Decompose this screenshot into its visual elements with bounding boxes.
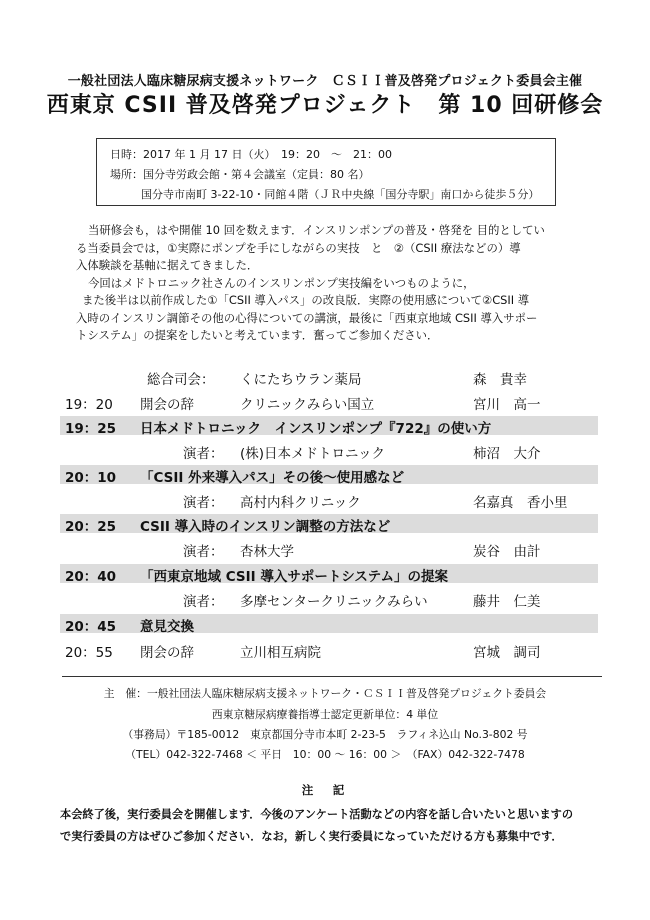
footer-host: 主 催：一般社団法人臨床糖尿病支援ネットワーク・ＣＳＩＩ普及啓発プロジェクト委員会 xyxy=(103,687,547,700)
intro-line: 入体験談を基軸に据えてきました． xyxy=(76,258,259,272)
intro-line: 当研修会も，はや開催 10 回を数えます．インスリンポンプの普及・啓発を 目的としてい xyxy=(88,223,545,237)
intro-line: トシステム」の提案をしたいと考えています．奮ってご参加ください． xyxy=(76,328,439,342)
schedule-name: 宮川 高一 xyxy=(473,397,541,413)
intro-paragraph xyxy=(76,222,596,345)
intro-line: 入時のインスリン調節その他の心得についての講演，最後に「西東京地域 CSII 導入サポー xyxy=(76,310,538,325)
intro-line: 今回はメドトロニック社さんのインスリンポンプ実技編をいつものように， xyxy=(88,275,475,290)
session-time: 19：25 xyxy=(65,421,117,437)
speaker-label: 演者： xyxy=(183,446,224,462)
moderator-label: 総合司会： xyxy=(147,372,215,388)
schedule-org: クリニックみらい国立 xyxy=(240,397,375,413)
note-line: で実行委員の方はぜひご参加ください．なお，新しく実行委員になっていただける方も募集中です． xyxy=(60,830,563,843)
schedule-time: 20：55 xyxy=(65,645,113,661)
footer-contact: （TEL）042-322-7468 ＜ 平日 10：00 ～ 16：00 ＞ （FAX）042-322-7478 xyxy=(125,748,525,761)
session-time: 20：25 xyxy=(65,519,117,535)
footer-office: （事務局）〒185-0012 東京都国分寺市本町 2-23-5 ラフィネ込山 No.3-802 号 xyxy=(122,728,528,741)
speaker-name: 炭谷 由計 xyxy=(473,544,541,560)
event-address: 国分寺市南町 3-22-10・同館４階（ＪＲ中央線「国分寺駅」南口から徒歩５分） xyxy=(141,188,540,201)
speaker-org: (株)日本メドトロニック xyxy=(240,446,385,462)
footer-divider xyxy=(62,676,602,677)
schedule-org: 立川相互病院 xyxy=(240,645,321,661)
session-title: 「西東京地域 CSII 導入サポートシステム」の提案 xyxy=(140,569,448,585)
session-title: 「CSII 外来導入パス」その後～使用感など xyxy=(140,470,405,486)
speaker-org: 高村内科クリニック xyxy=(240,495,361,511)
session-time: 20：45 xyxy=(65,619,117,635)
schedule-time: 19：20 xyxy=(65,397,113,413)
session-time: 20：40 xyxy=(65,569,117,585)
speaker-name: 名嘉真 香小里 xyxy=(473,495,568,511)
schedule-title: 閉会の辞 xyxy=(140,645,194,661)
speaker-label: 演者： xyxy=(183,594,224,610)
session-title: CSII 導入時のインスリン調整の方法など xyxy=(140,519,391,535)
speaker-org: 多摩センタークリニックみらい xyxy=(240,594,428,610)
moderator-org: くにたちウラン薬局 xyxy=(240,372,362,388)
intro-line: また後半は以前作成した①「CSII 導入パス」の改良版．実際の使用感について②CSII 導 xyxy=(82,293,530,307)
session-title: 意見交換 xyxy=(140,619,194,635)
session-title: 日本メドトロニック インスリンポンプ『722』の使い方 xyxy=(140,421,492,437)
session-time: 20：10 xyxy=(65,470,117,486)
footer-credit: 西東京糖尿病療養指導士認定更新単位：4 単位 xyxy=(211,708,439,721)
note-line: 本会終了後，実行委員会を開催します．今後のアンケート活動などの内容を話し合いたいと思いますの xyxy=(60,808,574,821)
speaker-name: 柿沼 大介 xyxy=(473,446,541,462)
page-title: 西東京 CSII 普及啓発プロジェクト 第 10 回研修会 xyxy=(46,93,604,118)
note-heading: 注 記 xyxy=(301,783,349,797)
organizer-line: 一般社団法人臨床糖尿病支援ネットワーク ＣＳＩＩ普及啓発プロジェクト委員会主催 xyxy=(67,74,583,89)
schedule-title: 開会の辞 xyxy=(140,397,194,413)
schedule-name: 宮城 調司 xyxy=(473,645,541,661)
speaker-label: 演者： xyxy=(183,544,224,560)
event-date: 日時：2017 年 1 月 17 日（火） 19：20 ～ 21：00 xyxy=(110,148,392,161)
event-venue: 場所：国分寺労政会館・第４会議室（定員：80 名） xyxy=(110,168,370,181)
moderator-name: 森 貴幸 xyxy=(473,372,527,388)
intro-line: る当委員会では，①実際にポンプを手にしながらの実技 と ②（CSII 療法などの）導 xyxy=(76,240,521,255)
speaker-label: 演者： xyxy=(183,495,224,511)
speaker-name: 藤井 仁美 xyxy=(473,594,541,610)
speaker-org: 杏林大学 xyxy=(240,544,294,560)
